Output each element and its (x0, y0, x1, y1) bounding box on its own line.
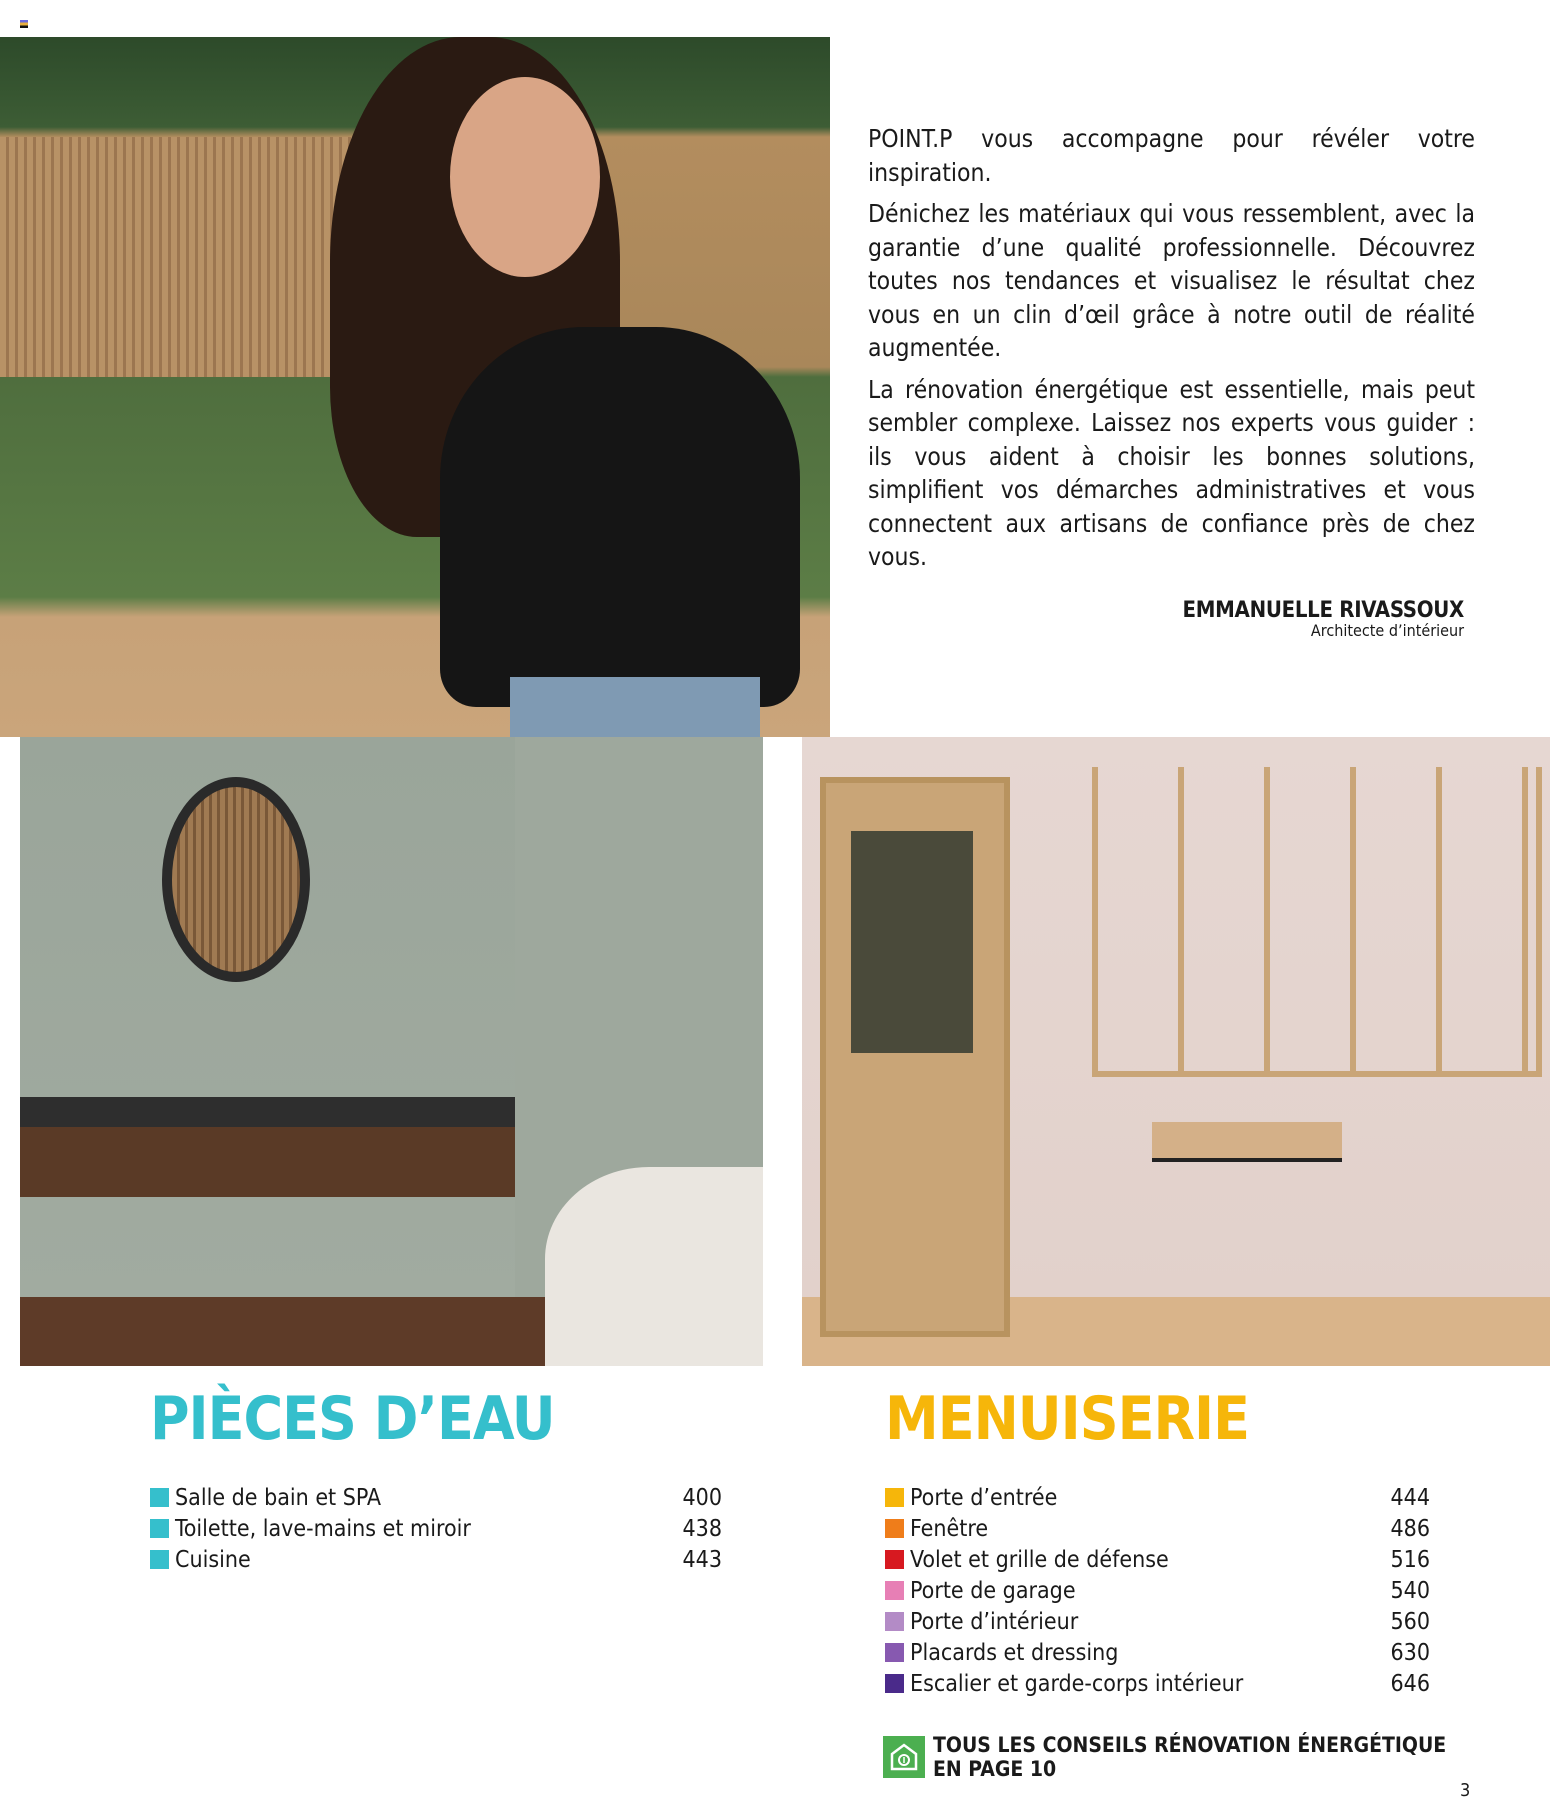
section-title-pieces-deau: PIÈCES D’EAU (150, 1384, 555, 1454)
toc-item[interactable] (885, 1482, 1430, 1513)
toc-item[interactable] (885, 1513, 1430, 1544)
energy-renovation-note[interactable] (883, 1733, 1446, 1781)
section-title-menuiserie: MENUISERIE (885, 1384, 1249, 1454)
toc-item[interactable] (885, 1668, 1430, 1699)
toc-item-label: Porte d’intérieur (910, 1608, 1079, 1635)
toc-item-page: 438 (682, 1515, 722, 1542)
toc-list-pieces-deau (150, 1482, 722, 1575)
toc-item-page: 443 (682, 1546, 722, 1573)
toc-item-page: 630 (1390, 1639, 1430, 1666)
toc-item-label: Fenêtre (910, 1515, 989, 1542)
toc-item[interactable] (150, 1544, 722, 1575)
color-square-icon (885, 1581, 904, 1600)
color-square-icon (885, 1643, 904, 1662)
color-square-icon (885, 1612, 904, 1631)
toc-item-label: Toilette, lave-mains et miroir (175, 1515, 471, 1542)
hero-photo-architect (0, 37, 830, 737)
toc-item-label: Salle de bain et SPA (175, 1484, 382, 1511)
toc-item-label: Porte d’entrée (910, 1484, 1058, 1511)
intro-text (868, 122, 1475, 582)
color-square-icon (885, 1550, 904, 1569)
toc-item-label: Volet et grille de défense (910, 1546, 1169, 1573)
toc-item-page: 560 (1390, 1608, 1430, 1635)
intro-paragraph: Dénichez les matériaux qui vous ressemblent, avec la garantie d’une qualité professionnelle. Découvrez toutes nos tendances et visualisez le résultat chez vous en un clin d’œil grâce à notre outil de réalité augmentée. (868, 199, 1475, 362)
page-number: 3 (1460, 1780, 1471, 1801)
color-square-icon (885, 1519, 904, 1538)
toc-item-page: 516 (1390, 1546, 1430, 1573)
signature (1183, 598, 1464, 640)
flag-icon (20, 20, 28, 28)
toc-item[interactable] (150, 1513, 722, 1544)
house-leaf-icon (883, 1736, 925, 1778)
note-line-1: TOUS LES CONSEILS RÉNOVATION ÉNERGÉTIQUE (933, 1733, 1447, 1757)
toc-item-page: 646 (1390, 1670, 1430, 1697)
toc-item-label: Placards et dressing (910, 1639, 1119, 1666)
toc-item-label: Porte de garage (910, 1577, 1076, 1604)
toc-item[interactable] (150, 1482, 722, 1513)
toc-item-label: Escalier et garde-corps intérieur (910, 1670, 1244, 1697)
toc-item-page: 444 (1390, 1484, 1430, 1511)
bathroom-photo (20, 737, 763, 1366)
toc-item-page: 400 (682, 1484, 722, 1511)
toc-item[interactable] (885, 1637, 1430, 1668)
toc-item[interactable] (885, 1575, 1430, 1606)
joinery-photo (802, 737, 1550, 1366)
toc-item-label: Cuisine (175, 1546, 251, 1573)
note-line-2: EN PAGE 10 (933, 1757, 1057, 1781)
color-square-icon (150, 1550, 169, 1569)
signature-role: Architecte d’intérieur (1310, 621, 1464, 640)
color-square-icon (150, 1519, 169, 1538)
intro-paragraph: POINT.P vous accompagne pour révéler votre inspiration. (868, 124, 1475, 187)
intro-paragraph: La rénovation énergétique est essentielle, mais peut sembler complexe. Laissez nos experts vous guider : ils vous aident à choisir les bonnes solutions, simplifient vos démarches administratives et vous connectent aux artisans de confiance près de chez vous. (868, 374, 1475, 571)
color-square-icon (885, 1488, 904, 1507)
signature-name: EMMANUELLE RIVASSOUX (1182, 598, 1464, 623)
toc-item-page: 486 (1390, 1515, 1430, 1542)
toc-item[interactable] (885, 1544, 1430, 1575)
toc-list-menuiserie (885, 1482, 1430, 1699)
toc-item-page: 540 (1390, 1577, 1430, 1604)
color-square-icon (150, 1488, 169, 1507)
toc-item[interactable] (885, 1606, 1430, 1637)
color-square-icon (885, 1674, 904, 1693)
